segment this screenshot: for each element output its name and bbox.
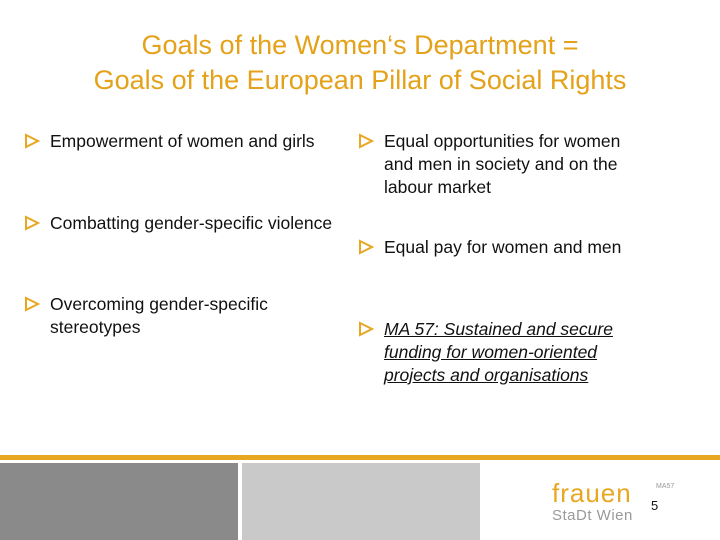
page-number: 5 — [651, 498, 659, 513]
footer-accent-line — [0, 455, 720, 460]
bullet-item — [24, 293, 344, 339]
bullet-text: Equal opportunities for women and men in society and on the labour market — [384, 131, 621, 197]
arrow-bullet-icon — [24, 133, 40, 149]
bullet-text: Equal pay for women and men — [384, 237, 622, 257]
bullet-item — [24, 130, 344, 153]
arrow-bullet-icon — [24, 296, 40, 312]
logo-city: StaDt Wien — [552, 507, 633, 524]
logo-brand: frauen — [552, 478, 632, 508]
arrow-bullet-icon — [24, 215, 40, 231]
frauen-logo — [552, 476, 682, 536]
bullet-item — [24, 212, 344, 235]
title-line-2: Goals of the European Pillar of Social Rights — [93, 65, 627, 95]
bullet-text: Empowerment of women and girls — [50, 131, 315, 151]
arrow-bullet-icon — [358, 133, 374, 149]
slide-title — [0, 28, 720, 98]
footer-block-light — [242, 463, 480, 540]
bullet-item-link[interactable] — [358, 318, 628, 387]
bullet-item — [358, 236, 648, 259]
title-line-1: Goals of the Women‘s Department = — [141, 30, 579, 60]
bullet-link-text[interactable]: MA 57: Sustained and secure funding for women-oriented projects and organisations — [384, 319, 613, 385]
bullet-text: Combatting gender-specific violence — [50, 213, 333, 233]
footer-block-dark — [0, 463, 238, 540]
bullet-item — [358, 130, 648, 199]
bullet-text: Overcoming gender-specific stereotypes — [50, 294, 268, 337]
arrow-bullet-icon — [358, 239, 374, 255]
arrow-bullet-icon — [358, 321, 374, 337]
logo-dept: MA57 — [656, 483, 675, 490]
